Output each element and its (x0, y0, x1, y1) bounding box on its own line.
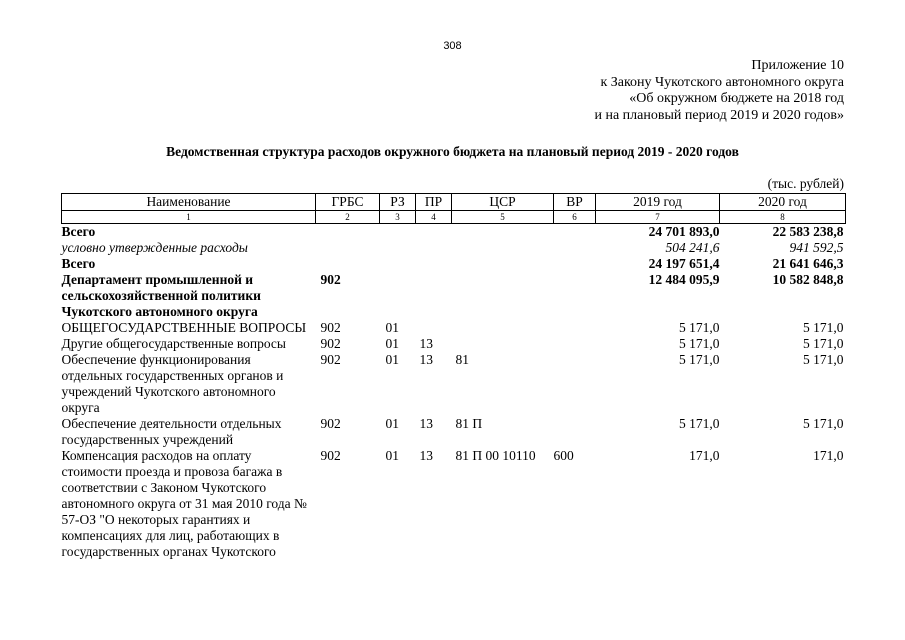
column-number: 4 (416, 211, 452, 224)
row-name: ОБЩЕГОСУДАРСТВЕННЫЕ ВОПРОСЫ (61, 320, 307, 335)
row-csr (452, 320, 554, 336)
row-rz: 01 (385, 320, 399, 335)
row-vr (554, 224, 596, 241)
row-csr: 81 П (455, 416, 483, 431)
column-number: 1 (62, 211, 316, 224)
header-pr: ПР (416, 194, 452, 211)
table-row (62, 352, 846, 416)
row-csr (452, 272, 554, 320)
row-name: Всего (61, 256, 96, 271)
appendix-line-4: и на плановый период 2019 и 2020 годов» (594, 107, 844, 123)
row-amount-2020: 10 582 848,8 (772, 272, 844, 287)
table-row (62, 416, 846, 448)
row-vr: 600 (553, 448, 574, 463)
header-rz: РЗ (380, 194, 416, 211)
row-amount-2019: 5 171,0 (679, 416, 720, 431)
row-name: Другие общегосударственные вопросы (61, 336, 286, 351)
row-csr (452, 224, 554, 241)
row-rz (380, 240, 416, 256)
column-number: 3 (380, 211, 416, 224)
row-name: Всего (61, 224, 96, 239)
row-grbs (316, 240, 380, 256)
row-amount-2019: 5 171,0 (679, 320, 720, 335)
row-grbs: 902 (320, 320, 341, 335)
units-label: (тыс. рублей) (767, 176, 844, 191)
row-amount-2020: 5 171,0 (803, 352, 844, 367)
row-name: Обеспечение функционирования отдельных государственных органов и учреждений Чукотского автономного округа (61, 352, 284, 415)
row-csr (452, 336, 554, 352)
row-pr (416, 240, 452, 256)
table-row-total (62, 256, 846, 272)
row-amount-2020: 5 171,0 (803, 336, 844, 351)
row-grbs: 902 (320, 272, 341, 287)
table-column-numbers-row (62, 211, 846, 224)
row-vr (554, 336, 596, 352)
row-csr (452, 240, 554, 256)
row-name: Департамент промышленной и сельскохозяйственной политики Чукотского автономного округа (61, 272, 261, 319)
page-number: 308 (443, 40, 462, 52)
header-csr: ЦСР (452, 194, 554, 211)
row-rz: 01 (385, 336, 399, 351)
row-pr: 13 (419, 336, 433, 351)
table-row-conditional (62, 240, 846, 256)
budget-table (61, 193, 846, 560)
row-csr: 81 П 00 10110 (455, 448, 536, 463)
row-csr (452, 256, 554, 272)
row-pr (416, 320, 452, 336)
row-grbs: 902 (320, 416, 341, 431)
appendix-line-2: к Закону Чукотского автономного округа (600, 74, 844, 90)
row-pr (416, 256, 452, 272)
row-rz: 01 (385, 416, 399, 431)
row-pr: 13 (419, 448, 433, 463)
header-vr: ВР (554, 194, 596, 211)
column-number: 6 (554, 211, 596, 224)
row-vr (554, 416, 596, 448)
row-pr (416, 272, 452, 320)
row-pr (416, 224, 452, 241)
table-row-total (62, 224, 846, 241)
row-rz (380, 224, 416, 241)
row-vr (554, 272, 596, 320)
row-amount-2020: 171,0 (813, 448, 844, 463)
row-name: Обеспечение деятельности отдельных государственных учреждений (61, 416, 282, 447)
header-year-2019: 2019 год (596, 194, 720, 211)
row-vr (554, 256, 596, 272)
appendix-line-1: Приложение 10 (751, 58, 844, 73)
row-amount-2019: 24 701 893,0 (648, 224, 720, 239)
appendix-line-3: «Об окружном бюджете на 2018 год (629, 91, 844, 106)
row-amount-2019: 5 171,0 (679, 352, 720, 367)
row-amount-2020: 21 641 646,3 (772, 256, 844, 271)
row-vr (554, 352, 596, 416)
row-grbs: 902 (320, 336, 341, 351)
row-grbs: 902 (320, 352, 341, 367)
row-amount-2019: 5 171,0 (679, 336, 720, 351)
row-rz (380, 272, 416, 320)
row-pr: 13 (419, 352, 433, 367)
header-name: Наименование (62, 194, 316, 211)
row-amount-2019: 171,0 (689, 448, 720, 463)
table-row (62, 320, 846, 336)
row-rz: 01 (385, 352, 399, 367)
row-csr: 81 (455, 352, 469, 367)
row-vr (554, 240, 596, 256)
appendix-reference (594, 58, 844, 124)
row-amount-2020: 5 171,0 (803, 320, 844, 335)
table-row (62, 336, 846, 352)
row-amount-2020: 941 592,5 (789, 240, 844, 255)
row-amount-2020: 22 583 238,8 (772, 224, 844, 239)
row-amount-2020: 5 171,0 (803, 416, 844, 431)
column-number: 7 (596, 211, 720, 224)
column-number: 5 (452, 211, 554, 224)
header-year-2020: 2020 год (720, 194, 846, 211)
row-grbs: 902 (320, 448, 341, 463)
header-grbs: ГРБС (316, 194, 380, 211)
row-rz: 01 (385, 448, 399, 463)
row-rz (380, 256, 416, 272)
row-amount-2019: 24 197 651,4 (648, 256, 720, 271)
table-row-department (62, 272, 846, 320)
row-vr (554, 320, 596, 336)
row-grbs (316, 256, 380, 272)
row-grbs (316, 224, 380, 241)
table-header-row (62, 194, 846, 211)
row-amount-2019: 504 241,6 (665, 240, 720, 255)
document-title: Ведомственная структура расходов окружного бюджета на плановый период 2019 - 2020 годов (166, 144, 739, 159)
column-number: 2 (316, 211, 380, 224)
row-name: условно утвержденные расходы (61, 240, 248, 255)
column-number: 8 (720, 211, 846, 224)
table-row (62, 448, 846, 560)
row-pr: 13 (419, 416, 433, 431)
row-amount-2019: 12 484 095,9 (648, 272, 720, 287)
row-name: Компенсация расходов на оплату стоимости проезда и провоза багажа в соответствии с Законом Чукотского автономного округа от 31 мая 2010 года № 57-ОЗ "О некоторых гарантиях и компенсациях для лиц, работающих в государственных органах Чукотского (61, 448, 307, 559)
